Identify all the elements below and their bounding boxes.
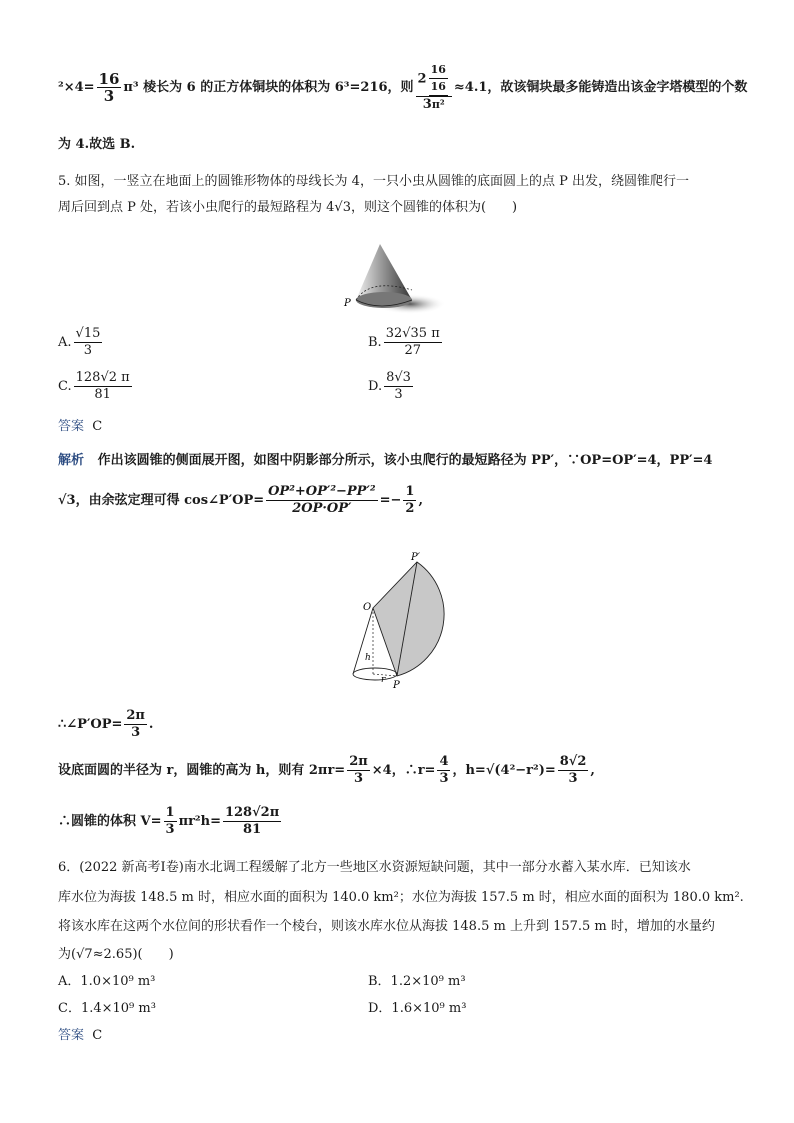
numerator: 16 <box>429 62 448 79</box>
numerator: 32√35 π <box>385 326 440 341</box>
denominator: 16 <box>429 79 448 96</box>
fraction <box>384 326 442 359</box>
numerator: 128√2π <box>224 805 280 820</box>
radius-r-label: r <box>381 675 386 685</box>
text: 设底面圆的半径为 r，圆锥的高为 h，则有 2πr= <box>58 763 346 778</box>
q6-option-c: C．1.4×10⁹ m³ <box>58 1001 156 1016</box>
text: 3 <box>422 97 432 112</box>
text: 2 <box>417 71 427 87</box>
fraction <box>74 370 132 403</box>
numerator: √15 <box>75 326 101 341</box>
denominator: 3 <box>568 771 578 786</box>
fraction <box>97 71 122 104</box>
q6-answer <box>58 1024 102 1043</box>
q5-option-c <box>58 370 134 403</box>
denominator: 2OP·OP′ <box>292 501 352 516</box>
denominator: 3 <box>394 387 403 402</box>
text: π² <box>431 98 445 111</box>
numerator: 1 <box>165 805 175 820</box>
denominator: 2 <box>405 501 415 516</box>
fraction <box>266 484 377 517</box>
text: ×4，∴r= <box>371 763 436 778</box>
fraction <box>124 708 147 741</box>
option-label: B. <box>368 335 382 350</box>
fraction <box>558 754 589 787</box>
fraction <box>74 326 103 359</box>
q5-option-a <box>58 326 104 359</box>
answer-value: C <box>92 419 103 434</box>
text: , <box>590 763 595 778</box>
intro-line-2: 为 4.故选 B. <box>58 137 136 152</box>
denominator: 3 <box>165 822 175 837</box>
analysis-label: 解析 <box>58 453 85 468</box>
fraction <box>223 805 281 838</box>
numerator: 4 <box>439 754 449 769</box>
denominator: 27 <box>404 343 421 358</box>
denominator: 3 <box>103 87 115 105</box>
point-P-label: P <box>344 298 351 309</box>
q6-option-d: D．1.6×10⁹ m³ <box>368 1001 467 1016</box>
numerator: 16 <box>98 70 120 88</box>
denominator: 81 <box>243 822 262 837</box>
q5-volume <box>58 805 283 838</box>
intro-line-1 <box>58 62 747 113</box>
fraction <box>384 370 413 403</box>
q6-stem-1: 6．(2022 新高考Ⅰ卷)南水北调工程缓解了北方一些地区水资源短缺问题，其中一部分水蓄入某水库．已知该水 <box>58 860 691 875</box>
fraction <box>164 805 177 838</box>
fraction <box>416 62 452 113</box>
fraction <box>403 484 416 517</box>
q6-option-b: B．1.2×10⁹ m³ <box>368 974 466 989</box>
text: ，h=√(4²−r²)= <box>452 763 556 778</box>
numerator: 8√3 <box>386 370 411 385</box>
text: πr²h= <box>178 814 221 829</box>
fraction <box>437 754 450 787</box>
cone-figure <box>340 238 450 318</box>
denominator: 3 <box>353 771 363 786</box>
q6-stem-2: 库水位为海拔 148.5 m 时，相应水面的面积为 140.0 km²；水位为海拔 157.5 m 时，相应水面的面积为 180.0 km². <box>58 890 744 905</box>
q5-option-b <box>368 326 444 359</box>
q6-stem-3: 将该水库在这两个水位间的形状看作一个棱台，则该水库水位从海拔 148.5 m 上升到 157.5 m 时，增加的水量约 <box>58 919 715 934</box>
fraction <box>429 62 448 96</box>
denominator: 81 <box>94 387 111 402</box>
numerator: 2π <box>349 754 368 769</box>
denominator: 3 <box>83 343 93 358</box>
denominator: 3 <box>131 725 141 740</box>
height-h-label: h <box>365 653 371 663</box>
numerator: OP²+OP′²−PP′² <box>268 484 376 499</box>
numerator: 8√2 <box>559 754 587 769</box>
text: , <box>418 493 423 508</box>
text: π³ 棱长为 6 的正方体铜块的体积为 6³=216，则 <box>123 80 414 95</box>
q5-stem-2: 周后回到点 P 处，若该小虫爬行的最短路程为 4√3，则这个圆锥的体积为( ) <box>58 200 518 215</box>
q5-radius <box>58 754 595 787</box>
q5-analysis-1 <box>58 449 712 468</box>
q5-analysis-2 <box>58 484 423 517</box>
denominator: 3 <box>439 771 449 786</box>
option-label: A. <box>58 335 72 350</box>
text: ∴圆锥的体积 V= <box>58 814 162 829</box>
point-P-prime-label: P′ <box>411 552 420 563</box>
q6-stem-4: 为(√7≈2.65)( ) <box>58 947 174 962</box>
answer-value: C <box>92 1028 103 1043</box>
point-P-label: P <box>393 680 400 691</box>
answer-label: 答案 <box>58 1028 85 1043</box>
numerator: 1 <box>405 484 415 499</box>
answer-label: 答案 <box>58 419 85 434</box>
development-figure <box>345 550 455 695</box>
option-label: D. <box>368 379 383 394</box>
q5-angle <box>58 708 153 741</box>
q5-answer <box>58 415 102 434</box>
text: ²×4= <box>58 80 95 95</box>
point-O-label: O <box>363 602 372 613</box>
text: =− <box>379 493 402 508</box>
numerator: 2π <box>126 708 145 723</box>
text: ≈4.1，故该铜块最多能铸造出该金字塔模型的个数 <box>453 80 748 95</box>
q5-option-d <box>368 370 415 403</box>
fraction <box>347 754 370 787</box>
text: √3，由余弦定理可得 cos∠P′OP= <box>58 493 265 508</box>
numerator: 128√2 π <box>75 370 130 385</box>
text: ∴∠P′OP= <box>58 717 123 732</box>
q6-option-a: A．1.0×10⁹ m³ <box>58 974 156 989</box>
text: . <box>148 717 154 732</box>
q5-stem-1: 5. 如图，一竖立在地面上的圆锥形物体的母线长为 4，一只小虫从圆锥的底面圆上的点 P 出发，绕圆锥爬行一 <box>58 174 689 189</box>
option-label: C. <box>58 379 72 394</box>
analysis-text: 作出该圆锥的侧面展开图，如图中阴影部分所示，该小虫爬行的最短路径为 PP′，∵OP=OP′=4，PP′=4 <box>97 453 713 468</box>
